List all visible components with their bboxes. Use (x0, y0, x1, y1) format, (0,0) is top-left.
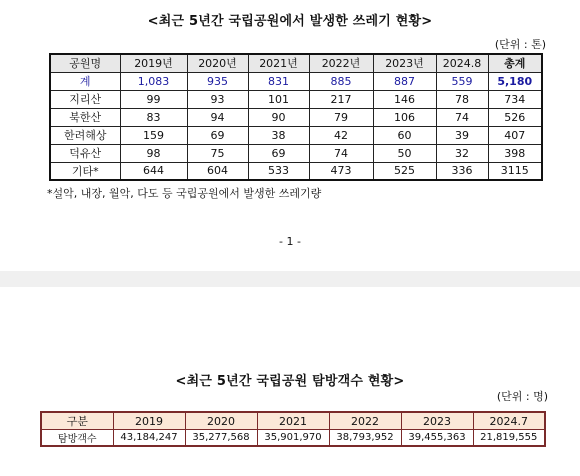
waste-header-2022: 2022년 (309, 54, 373, 72)
table-cell: 지리산 (50, 90, 120, 108)
table-row (50, 144, 542, 162)
waste-header-2020: 2020년 (187, 54, 248, 72)
table-cell: 78 (436, 90, 488, 108)
table-cell: 146 (373, 90, 436, 108)
table-cell: 106 (373, 108, 436, 126)
table-cell: 3115 (488, 162, 542, 180)
table-cell: 526 (488, 108, 542, 126)
table-cell: 북한산 (50, 108, 120, 126)
table-cell: 473 (309, 162, 373, 180)
waste-header-row (50, 54, 542, 72)
table-row (41, 430, 545, 447)
table-cell: 734 (488, 90, 542, 108)
table-cell: 99 (120, 90, 187, 108)
visitors-header-2021: 2021 (257, 412, 329, 430)
table-cell: 69 (187, 126, 248, 144)
waste-header-2023: 2023년 (373, 54, 436, 72)
waste-header-total: 총계 (488, 54, 542, 72)
table-cell: 60 (373, 126, 436, 144)
table-row (50, 90, 542, 108)
waste-table-unit: (단위 : 톤) (494, 38, 546, 51)
waste-header-park: 공원명 (50, 54, 120, 72)
table-row (50, 72, 542, 90)
visitors-header-2019: 2019 (113, 412, 185, 430)
table-cell: 69 (248, 144, 309, 162)
table-row (50, 162, 542, 180)
visitors-table (40, 411, 546, 447)
table-cell: 39,455,363 (401, 430, 473, 447)
table-cell: 39 (436, 126, 488, 144)
table-cell: 21,819,555 (473, 430, 545, 447)
table-cell: 한려해상 (50, 126, 120, 144)
waste-header-2021: 2021년 (248, 54, 309, 72)
table-cell: 407 (488, 126, 542, 144)
table-cell: 94 (187, 108, 248, 126)
table-cell: 75 (187, 144, 248, 162)
table-cell: 90 (248, 108, 309, 126)
page-number: - 1 - (279, 235, 301, 248)
table-cell: 533 (248, 162, 309, 180)
table-cell: 887 (373, 72, 436, 90)
table-cell: 604 (187, 162, 248, 180)
table-row (50, 108, 542, 126)
table-cell: 5,180 (488, 72, 542, 90)
waste-table (49, 53, 543, 181)
visitors-header-2020: 2020 (185, 412, 257, 430)
table-cell: 644 (120, 162, 187, 180)
table-cell: 74 (309, 144, 373, 162)
waste-table-title: <최근 5년간 국립공원에서 발생한 쓰레기 현황> (147, 14, 433, 29)
waste-header-2024-8: 2024.8 (436, 54, 488, 72)
table-cell: 101 (248, 90, 309, 108)
page-break (0, 271, 580, 287)
table-row (50, 126, 542, 144)
table-cell: 98 (120, 144, 187, 162)
table-cell: 525 (373, 162, 436, 180)
table-cell: 탐방객수 (41, 430, 113, 447)
table-cell: 1,083 (120, 72, 187, 90)
table-cell: 38,793,952 (329, 430, 401, 447)
table-cell: 83 (120, 108, 187, 126)
table-cell: 32 (436, 144, 488, 162)
table-cell: 50 (373, 144, 436, 162)
table-cell: 42 (309, 126, 373, 144)
table-cell: 217 (309, 90, 373, 108)
waste-footnote: *설악, 내장, 월악, 다도 등 국립공원에서 발생한 쓰레기량 (47, 187, 322, 200)
visitors-header-2023: 2023 (401, 412, 473, 430)
visitors-table-unit: (단위 : 명) (496, 390, 548, 403)
table-cell: 35,277,568 (185, 430, 257, 447)
visitors-header-category: 구분 (41, 412, 113, 430)
table-cell: 831 (248, 72, 309, 90)
table-cell: 559 (436, 72, 488, 90)
waste-header-2019: 2019년 (120, 54, 187, 72)
table-cell: 159 (120, 126, 187, 144)
table-cell: 336 (436, 162, 488, 180)
table-cell: 398 (488, 144, 542, 162)
table-cell: 35,901,970 (257, 430, 329, 447)
table-cell: 79 (309, 108, 373, 126)
visitors-header-2024-7: 2024.7 (473, 412, 545, 430)
document-page-2 (0, 287, 580, 476)
table-cell: 93 (187, 90, 248, 108)
visitors-header-2022: 2022 (329, 412, 401, 430)
table-cell: 935 (187, 72, 248, 90)
visitors-table-title: <최근 5년간 국립공원 탐방객수 현황> (175, 374, 405, 389)
table-cell: 계 (50, 72, 120, 90)
table-cell: 덕유산 (50, 144, 120, 162)
visitors-header-row (41, 412, 545, 430)
table-cell: 43,184,247 (113, 430, 185, 447)
table-cell: 38 (248, 126, 309, 144)
table-cell: 74 (436, 108, 488, 126)
table-cell: 885 (309, 72, 373, 90)
table-cell: 기타* (50, 162, 120, 180)
